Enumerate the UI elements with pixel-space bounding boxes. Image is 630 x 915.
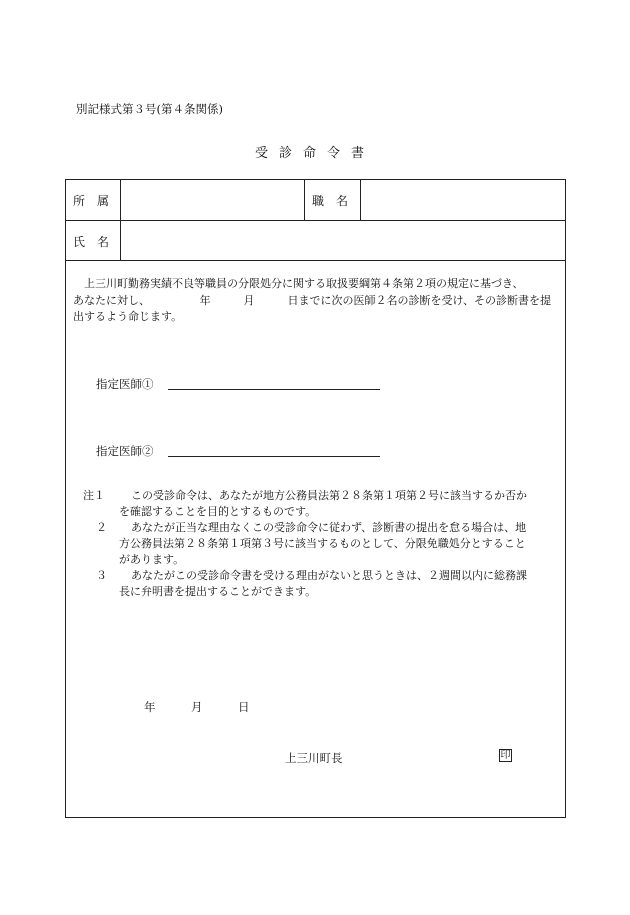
position-label-left-divider [304,179,305,220]
row-divider-2 [65,260,566,261]
note-1-number: 注１ [83,489,105,502]
position-label-right-divider [360,179,361,220]
label-column-divider [120,179,121,260]
body-line-1: 上三川町勤務実績不良等職員の分限処分に関する取扱要綱第４条第２項の規定に基づき、 [84,277,524,290]
designated-doctor-2-line [168,456,380,457]
body-line-2: あなたに対し、 年 月 日までに次の医師２名の診断を受け、その診断書を提 [73,293,552,307]
row-divider-1 [65,220,566,221]
note-2-line-3: があります。 [119,553,185,566]
note-3-line-1: あなたがこの受診命令書を受ける理由がないと思うときは、２週間以内に総務課 [131,569,527,582]
note-2-number: ２ [96,521,107,534]
note-1-line-2: を確認することを目的とするものです。 [119,505,317,518]
document-title: 受診命令書 [254,146,375,161]
issuer-name: 上三川町長 [285,751,343,765]
designated-doctor-1-value[interactable] [170,374,376,388]
note-2-line-2: 方公務員法第２８条第１項第３号に該当するものとして、分限免職処分とすること [119,537,526,550]
affiliation-value[interactable] [130,192,295,208]
order-body-text [73,276,561,326]
note-1-line-1: この受診命令は、あなたが地方公務員法第２８条第１項第２号に該当するか否か [131,489,527,502]
name-value[interactable] [130,233,555,249]
date-month-label: 月 [191,700,203,714]
date-day-label: 日 [238,700,250,714]
note-3-number: ３ [96,569,107,582]
position-label: 職 名 [312,194,349,208]
affiliation-label: 所 属 [73,194,110,208]
seal-stamp: 印 [500,750,511,761]
designated-doctor-2-value[interactable] [170,441,376,455]
date-year-label: 年 [144,700,156,714]
note-2-line-1: あなたが正当な理由なくこの受診命令に従わず、診断書の提出を怠る場合は、地 [131,521,527,534]
designated-doctor-2-label: 指定医師② [96,444,154,458]
note-3-line-2: 長に弁明書を提出することができます。 [119,585,317,598]
designated-doctor-1-label: 指定医師① [96,377,154,391]
name-label: 氏 名 [73,235,110,249]
body-line-3: 出するよう命じます。 [73,310,183,323]
position-value[interactable] [368,192,558,208]
designated-doctor-1-line [168,389,380,390]
form-number: 別記様式第３号(第４条関係) [76,102,223,116]
